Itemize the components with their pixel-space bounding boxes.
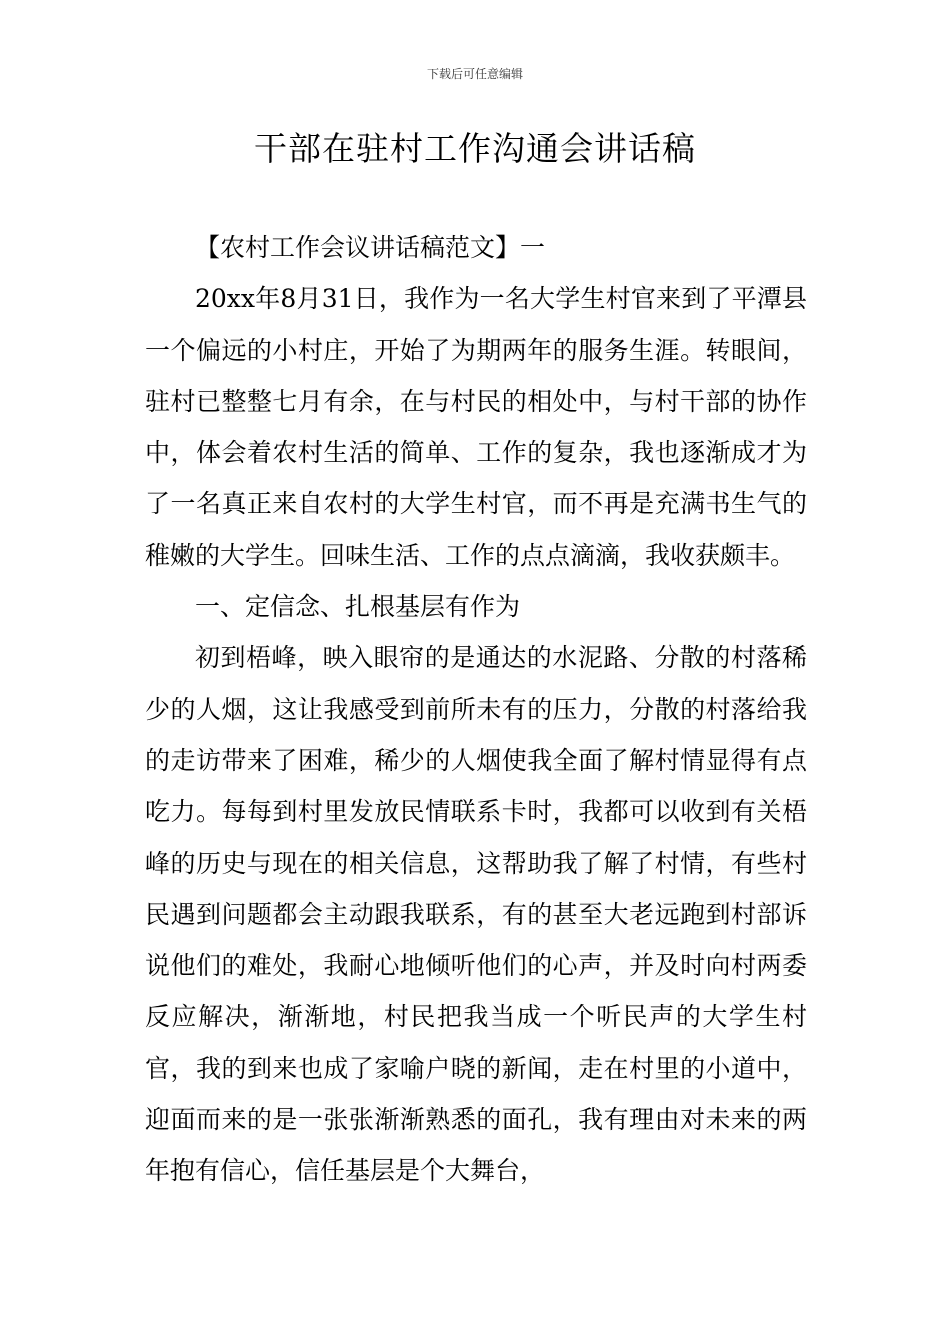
header-note: 下载后可任意编辑 xyxy=(426,67,523,81)
section-heading-1: 一、定信念、扎根基层有作为 xyxy=(195,592,521,622)
paragraph-section-1: 初到梧峰，映入眼帘的是通达的水泥路、分散的村落稀少的人烟，这让我感受到前所未有的压力，分散的村落给我的走访带来了困难，稀少的人烟使我全面了解村情显得有点吃力。每每到村里发放民情联系卡时，我都可以收到有关梧峰的历史与现在的相关信息，这帮助我了解了村情，有些村民遇到问题都会主动跟我联系，有的甚至大老远跑到村部诉说他们的难处，我耐心地倾听他们的心声，并及时向村两委反应解决，渐渐地，村民把我当成一个听民声的大学生村官，我的到来也成了家喻户晓的新闻，走在村里的小道中，迎面而来的是一张张渐渐熟悉的面孔，我有理由对未来的两年抱有信心，信任基层是个大舞台， xyxy=(145,643,807,1186)
document-title: 干部在驻村工作沟通会讲话稿 xyxy=(254,129,696,168)
paragraph-intro: 20xx年8月31日，我作为一名大学生村官来到了平潭县一个偏远的小村庄，开始了为期两年的服务生涯。转眼间，驻村已整整七月有余，在与村民的相处中，与村干部的协作中，体会着农村生活的简单、工作的复杂，我也逐渐成才为了一名真正来自农村的大学生村官，而不再是充满书生气的稚嫩的大学生。回味生活、工作的点点滴滴，我收获颇丰。 xyxy=(145,284,807,570)
document-body xyxy=(145,222,807,1197)
section-label: 【农村工作会议讲话稿范文】一 xyxy=(195,233,546,262)
